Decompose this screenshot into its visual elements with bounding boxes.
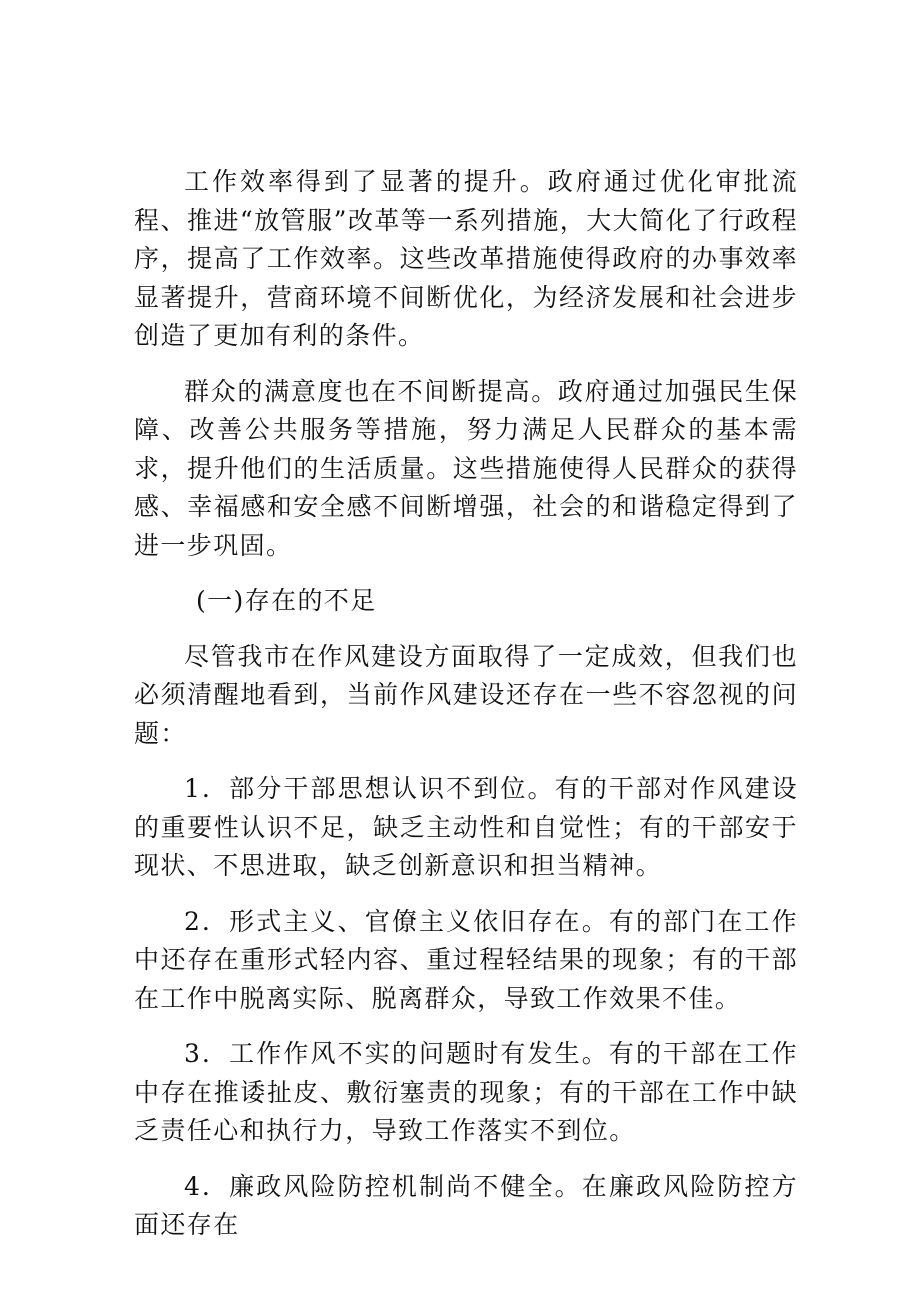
document-body	[134, 163, 798, 1262]
list-item-2: 2．形式主义、官僚主义依旧存在。有的部门在工作中还存在重形式轻内容、重过程轻结果的现象；有的干部在工作中脱离实际、脱离群众，导致工作效果不佳。	[134, 906, 798, 1013]
list-item-1: 1．部分干部思想认识不到位。有的干部对作风建设的重要性认识不足，缺乏主动性和自觉性；有的干部安于现状、不思进取，缺乏创新意识和担当精神。	[134, 774, 798, 880]
list-item-4: 4．廉政风险防控机制尚不健全。在廉政风险防控方面还存在	[134, 1171, 798, 1239]
list-item-3: 3．工作作风不实的问题时有发生。有的干部在工作中存在推诿扯皮、敷衍塞责的现象；有的干部在工作中缺乏责任心和执行力，导致工作落实不到位。	[134, 1039, 798, 1145]
paragraph-intro: 尽管我市在作风建设方面取得了一定成效，但我们也必须清醒地看到，当前作风建设还存在一些不容忽视的问题：	[134, 641, 798, 748]
paragraph-efficiency: 工作效率得到了显著的提升。政府通过优化审批流程、推进“放管服”改革等一系列措施，大大简化了行政程序，提高了工作效率。这些改革措施使得政府的办事效率显著提升，营商环境不间断优化，为经济发展和社会进步创造了更加有利的条件。	[134, 167, 798, 350]
section-heading: (一)存在的不足	[196, 586, 377, 615]
paragraph-satisfaction: 群众的满意度也在不间断提高。政府通过加强民生保障、改善公共服务等措施，努力满足人民群众的基本需求，提升他们的生活质量。这些措施使得人民群众的获得感、幸福感和安全感不间断增强，社会的和谐稳定得到了进一步巩固。	[134, 376, 798, 560]
